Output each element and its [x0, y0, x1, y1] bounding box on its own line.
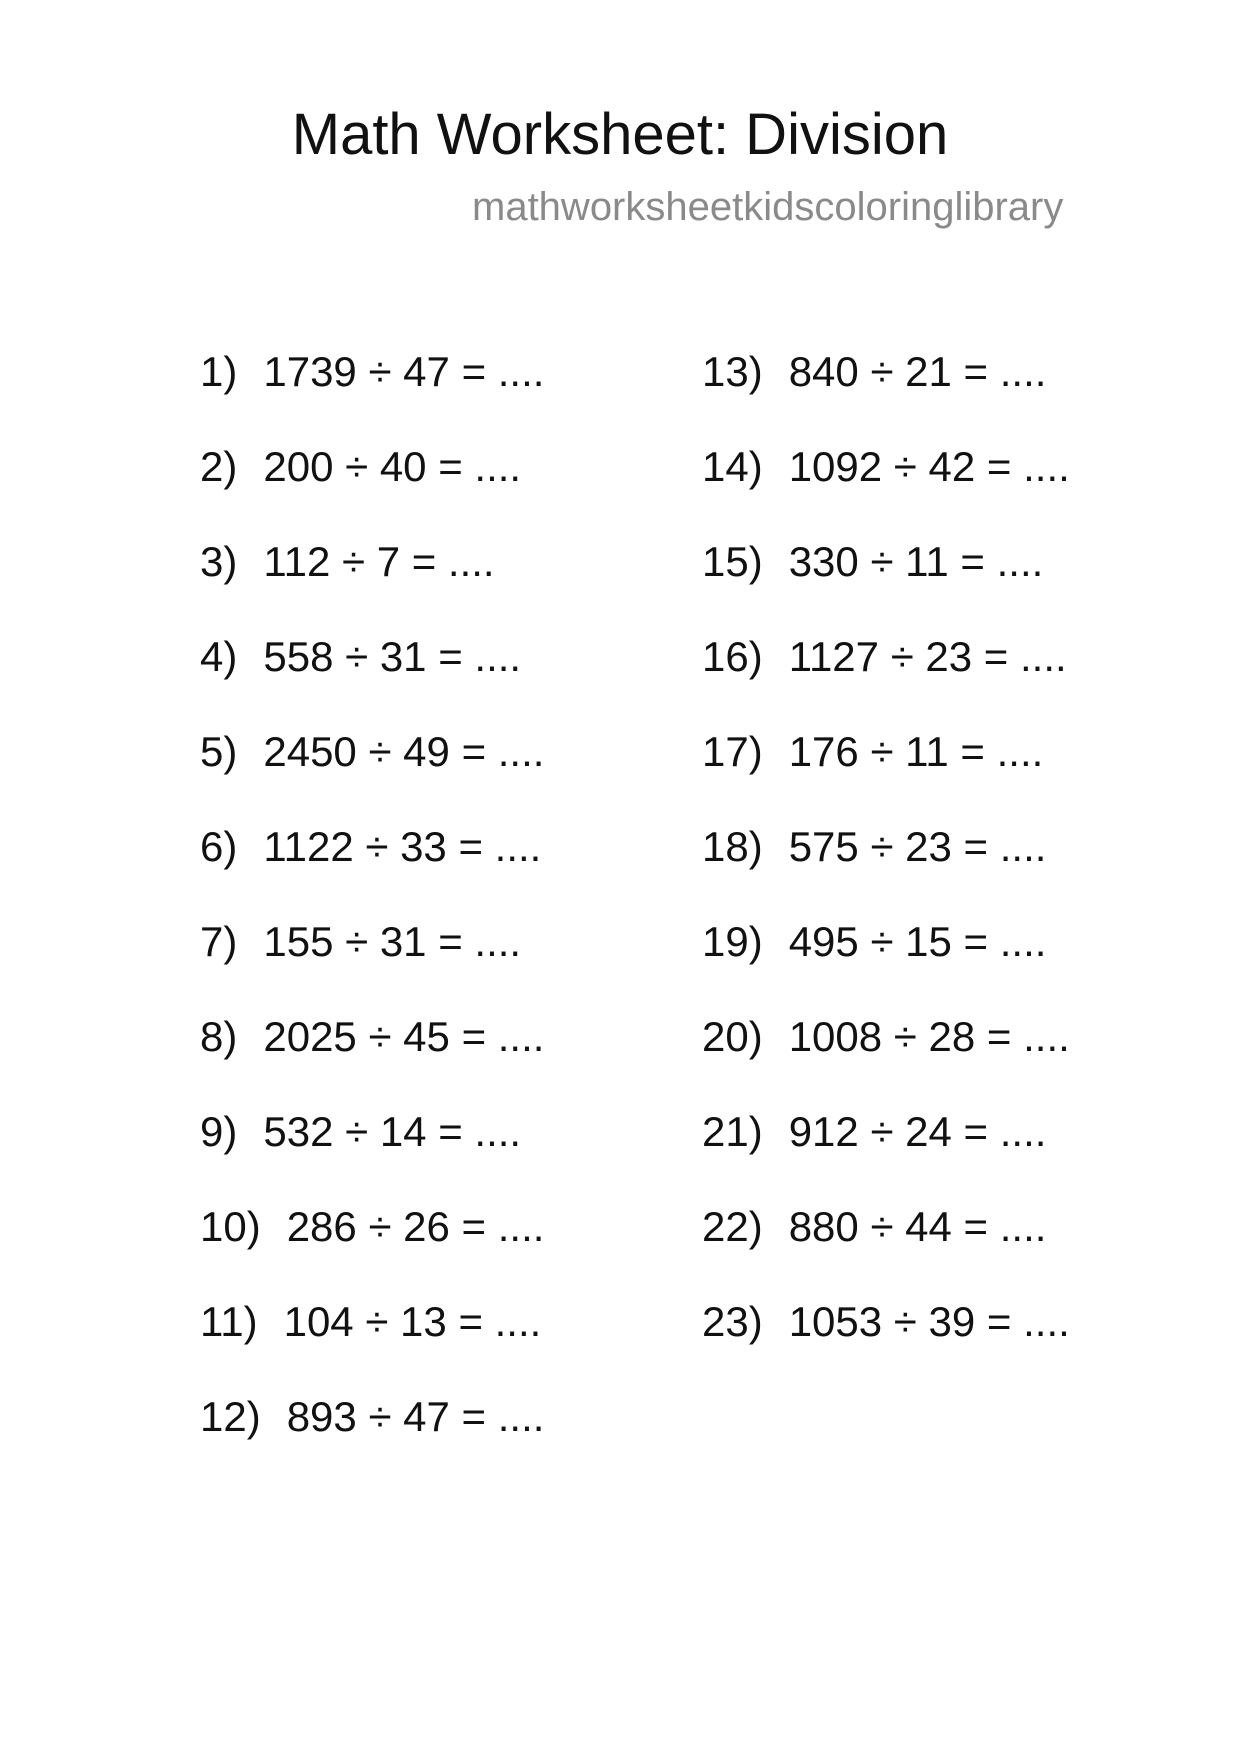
problem-expression: 286 ÷ 26 = .... — [286, 1203, 545, 1250]
problem-number: 3) — [200, 538, 238, 585]
problem-expression: 155 ÷ 31 = .... — [263, 918, 522, 965]
problem-expression: 880 ÷ 44 = .... — [788, 1203, 1047, 1250]
problem-number: 1) — [200, 348, 238, 395]
problem-expression: 912 ÷ 24 = .... — [788, 1108, 1047, 1155]
problem-expression: 112 ÷ 7 = .... — [263, 538, 495, 585]
problem-number: 13) — [702, 348, 763, 395]
problem-item — [200, 1201, 544, 1296]
problem-number: 16) — [702, 633, 763, 680]
problem-number: 10) — [200, 1203, 261, 1250]
problem-item — [702, 1011, 1070, 1106]
problem-expression: 2450 ÷ 49 = .... — [263, 728, 545, 775]
problem-item — [702, 346, 1070, 441]
problem-number: 20) — [702, 1013, 763, 1060]
problem-number: 23) — [702, 1298, 763, 1345]
problem-item — [200, 1391, 544, 1486]
problem-expression: 2025 ÷ 45 = .... — [263, 1013, 545, 1060]
problem-expression: 840 ÷ 21 = .... — [788, 348, 1047, 395]
problem-expression: 558 ÷ 31 = .... — [263, 633, 522, 680]
problem-number: 21) — [702, 1108, 763, 1155]
problem-number: 15) — [702, 538, 763, 585]
problem-expression: 893 ÷ 47 = .... — [286, 1393, 545, 1440]
problem-number: 17) — [702, 728, 763, 775]
problem-item — [200, 631, 544, 726]
problem-expression: 200 ÷ 40 = .... — [263, 443, 522, 490]
problem-item — [702, 1201, 1070, 1296]
problem-number: 14) — [702, 443, 763, 490]
problem-item — [200, 1106, 544, 1201]
problem-number: 5) — [200, 728, 238, 775]
problem-item — [200, 536, 544, 631]
problem-number: 4) — [200, 633, 238, 680]
problem-expression: 575 ÷ 23 = .... — [788, 823, 1047, 870]
problem-item — [702, 1106, 1070, 1201]
problem-expression: 104 ÷ 13 = .... — [283, 1298, 542, 1345]
page-subtitle: mathworksheetkidscoloringlibrary — [472, 185, 1064, 229]
problem-number: 7) — [200, 918, 238, 965]
problem-expression: 1127 ÷ 23 = .... — [788, 633, 1067, 680]
problem-item — [702, 536, 1070, 631]
problem-expression: 1053 ÷ 39 = .... — [788, 1298, 1070, 1345]
problem-number: 18) — [702, 823, 763, 870]
problem-column-right — [702, 346, 1070, 1391]
problem-item — [200, 441, 544, 536]
problem-item — [200, 1011, 544, 1106]
page-title: Math Worksheet: Division — [291, 102, 949, 167]
problem-number: 11) — [200, 1298, 258, 1345]
problem-expression: 1122 ÷ 33 = .... — [263, 823, 542, 870]
problem-expression: 176 ÷ 11 = .... — [788, 728, 1044, 775]
problem-item — [702, 821, 1070, 916]
problem-number: 19) — [702, 918, 763, 965]
problem-expression: 495 ÷ 15 = .... — [788, 918, 1047, 965]
problem-number: 8) — [200, 1013, 238, 1060]
problem-item — [200, 1296, 544, 1391]
problem-item — [702, 726, 1070, 821]
problem-expression: 532 ÷ 14 = .... — [263, 1108, 522, 1155]
problem-expression: 1092 ÷ 42 = .... — [788, 443, 1070, 490]
problem-item — [200, 346, 544, 441]
problem-number: 6) — [200, 823, 238, 870]
problem-column-left — [200, 346, 544, 1486]
problem-item — [702, 916, 1070, 1011]
problem-expression: 330 ÷ 11 = .... — [788, 538, 1044, 585]
problem-number: 9) — [200, 1108, 238, 1155]
problem-number: 22) — [702, 1203, 763, 1250]
problem-item — [702, 631, 1070, 726]
problem-item — [702, 441, 1070, 536]
problem-item — [200, 821, 544, 916]
problem-expression: 1008 ÷ 28 = .... — [788, 1013, 1070, 1060]
problem-expression: 1739 ÷ 47 = .... — [263, 348, 545, 395]
problem-number: 2) — [200, 443, 238, 490]
problem-item — [200, 916, 544, 1011]
problem-item — [200, 726, 544, 821]
problem-item — [702, 1296, 1070, 1391]
problem-number: 12) — [200, 1393, 261, 1440]
